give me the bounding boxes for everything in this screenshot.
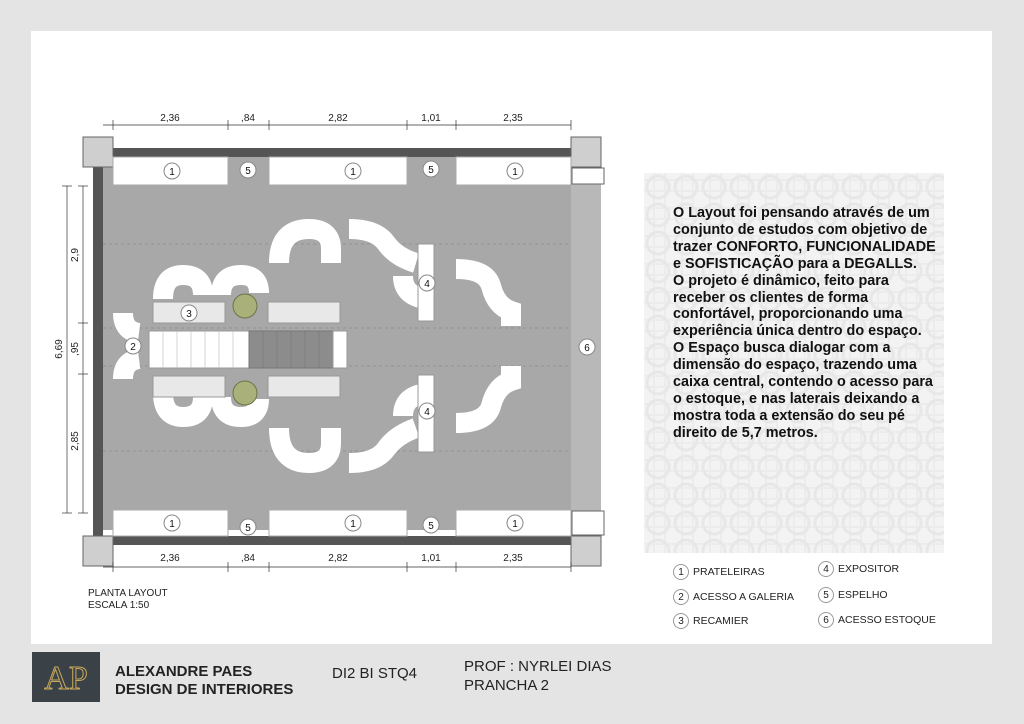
studio-logo: [32, 652, 100, 702]
legend-num-3: 3: [673, 613, 689, 629]
dim-top-2: ,84: [241, 113, 255, 124]
floor-plan-drawing: [31, 31, 651, 591]
drawing-sheet: [31, 31, 992, 644]
marker-mirror-2: 5: [428, 165, 434, 176]
marker-gallery: 2: [130, 342, 136, 353]
studio-name: [115, 663, 293, 699]
professor-info: [464, 657, 612, 695]
marker-stock: 6: [584, 343, 590, 354]
legend-item-5: [818, 587, 888, 603]
logo-mark-icon: [36, 655, 96, 699]
pillar-bottom-left: [83, 536, 113, 566]
dim-bottom-2: ,84: [241, 553, 255, 564]
marker-shelf-4: 1: [169, 519, 175, 530]
project-code: DI2 BI STQ4: [332, 665, 418, 682]
marker-shelf-5: 1: [350, 519, 356, 530]
dim-top-4: 1,01: [421, 113, 441, 124]
gallery-stairs: [149, 331, 347, 368]
marker-expositor-1: 4: [424, 279, 430, 290]
dim-top-3: 2,82: [328, 113, 348, 124]
marker-shelf-1: 1: [169, 167, 175, 178]
dim-left-2: ,95: [70, 342, 81, 356]
dim-bottom-5: 2,35: [503, 553, 523, 564]
floor-plan: [31, 31, 651, 591]
legend-label-5: ESPELHO: [838, 589, 888, 601]
dim-top-5: 2,35: [503, 113, 523, 124]
door-bottom: [572, 511, 604, 535]
logo-letters: AP: [44, 660, 88, 697]
bottom-wall: [95, 536, 601, 545]
marker-shelf-3: 1: [512, 167, 518, 178]
project-description: [673, 205, 938, 442]
sheet-number: PRANCHA 2: [464, 677, 550, 694]
dim-total-height: 6,69: [54, 339, 65, 359]
studio-name-line2: DESIGN DE INTERIORES: [115, 681, 294, 698]
pillar-top-right: [571, 137, 601, 167]
dim-left-1: 2,9: [70, 248, 81, 262]
legend-label-6: ACESSO ESTOQUE: [838, 614, 936, 626]
legend-label-1: PRATELEIRAS: [693, 566, 765, 578]
legend: [673, 564, 963, 636]
professor-name: PROF : NYRLEI DIAS: [464, 658, 612, 675]
plan-caption-scale: ESCALA 1:50: [88, 600, 150, 611]
legend-num-6: 6: [818, 612, 834, 628]
marker-mirror-3: 5: [245, 523, 251, 534]
marker-expositor-2: 4: [424, 407, 430, 418]
marker-shelf-2: 1: [350, 167, 356, 178]
dim-bottom-3: 2,82: [328, 553, 348, 564]
dim-top-1: 2,36: [160, 113, 180, 124]
dim-left-3: 2,85: [70, 431, 81, 451]
description-text: O Layout foi pensando através de um conjunto de estudos com objetivo de trazer CONFORTO, FUNCIONALIDADE e SOFISTICAÇÃO para a DEGALLS. O projeto é dinâmico, feito para receber os clientes de forma confortável, proporcionando uma experiência única dentro do espaço. O Espaço busca dialogar com a dimensão do espaço, trazendo uma caixa central, contendo o acesso para o estoque, e nas laterais deixando a mostra toda a extensão do seu pé direito de 5,7 metros.: [673, 205, 936, 441]
plan-caption: [88, 588, 168, 612]
legend-num-1: 1: [673, 564, 689, 580]
plant-top: [233, 294, 257, 318]
legend-item-3: [673, 613, 748, 629]
dim-bottom-1: 2,36: [160, 553, 180, 564]
top-wall: [95, 148, 601, 157]
marker-recamier: 3: [186, 309, 192, 320]
plant-bottom: [233, 381, 257, 405]
pillar-top-left: [83, 137, 113, 167]
plan-caption-title: PLANTA LAYOUT: [88, 588, 168, 599]
marker-mirror-4: 5: [428, 521, 434, 532]
legend-num-5: 5: [818, 587, 834, 603]
left-wall: [93, 166, 103, 538]
legend-item-2: [673, 589, 794, 605]
legend-label-3: RECAMIER: [693, 615, 749, 627]
marker-mirror-1: 5: [245, 166, 251, 177]
dim-bottom-4: 1,01: [421, 553, 441, 564]
shelves-top: [113, 157, 571, 185]
legend-label-2: ACESSO A GALERIA: [693, 591, 794, 603]
legend-label-4: EXPOSITOR: [838, 563, 900, 575]
shelves-bottom: [113, 510, 571, 536]
legend-item-6: [818, 612, 936, 628]
pillar-bottom-right: [571, 536, 601, 566]
door-top: [572, 168, 604, 184]
legend-item-4: [818, 561, 899, 577]
legend-num-2: 2: [673, 589, 689, 605]
title-block: [0, 644, 1024, 724]
legend-num-4: 4: [818, 561, 834, 577]
marker-shelf-6: 1: [512, 519, 518, 530]
studio-name-line1: ALEXANDRE PAES: [115, 663, 253, 680]
legend-item-1: [673, 564, 765, 580]
